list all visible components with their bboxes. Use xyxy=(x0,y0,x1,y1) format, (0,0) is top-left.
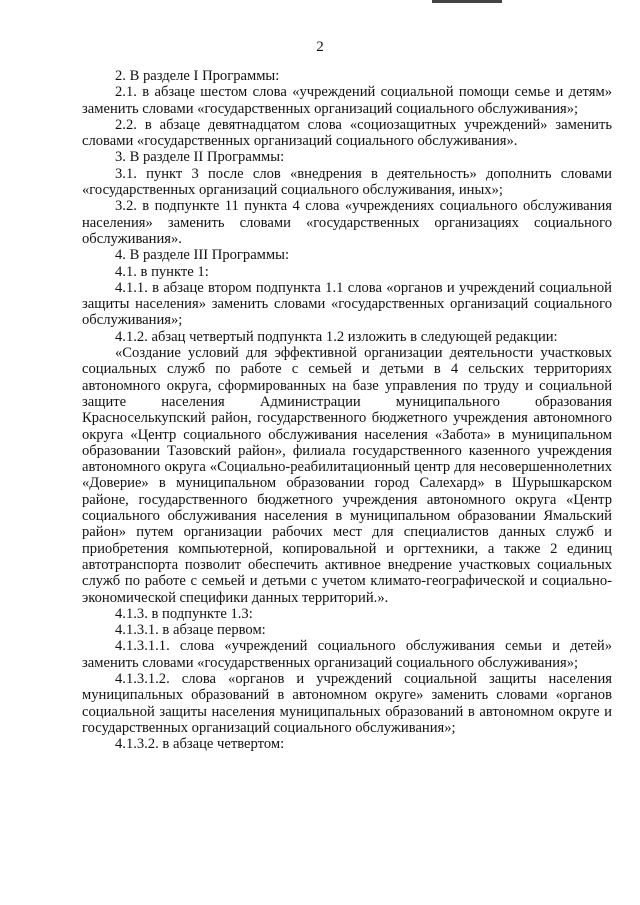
paragraph-quoted-text: «Создание условий для эффективной организации деятельности участковых социальных служб по работе с семьей и детьми в 4 сельских территориях автономного округа, сформированных на базе управления по труду и социальной защите населения Администрации муниципального образования Красноселькупский район, государственного бюджетного учреждения автономного округа «Центр социального обслуживания населения «Забота» в муниципальном образовании Тазовский район», филиала государственного казенного учреждения автономного округа «Социально-реабилитационный центр для несовершеннолетних «Доверие» в муниципальном образовании город Салехард» в Шурышкарском районе, государственного бюджетного учреждения автономного округа «Центр социального обслуживания населения в муниципальном образовании Ямальский район» путем организации рабочих мест для специалистов данных служб и приобретения компьютерной, копировальной и оргтехники, а также 2 единиц автотранспорта позволит обеспечить активное внедрение участковых социальных служб по работе с семьей и детьми с учетом климато-географической и социально-экономической специфики данных территорий.». xyxy=(82,345,612,606)
paragraph-item-4-1-3-1: 4.1.3.1. в абзаце первом: xyxy=(115,622,266,639)
document-body xyxy=(82,68,612,752)
paragraph-item-4-1-3-1-1: 4.1.3.1.1. слова «учреждений социального обслуживания семьи и детей» заменить словами «государственных организаций социального обслуживания»; xyxy=(82,638,612,671)
paragraph-item-4-1-2: 4.1.2. абзац четвертый подпункта 1.2 изложить в следующей редакции: xyxy=(115,328,558,345)
paragraph-item-4-1-1: 4.1.1. в абзаце втором подпункта 1.1 слова «органов и учреждений социальной защиты населения» заменить словами «государственных организаций социального обслуживания»; xyxy=(82,279,612,329)
paragraph-item-4-1-3-2: 4.1.3.2. в абзаце четвертом: xyxy=(115,736,285,753)
paragraph-item-3-2: 3.2. в подпункте 11 пункта 4 слова «учреждениях социального обслуживания населения» заменить словами «государственных организациях социального обслуживания». xyxy=(82,198,612,247)
scan-edge-mark xyxy=(432,0,502,3)
paragraph-item-4-1-3-1-2: 4.1.3.1.2. слова «органов и учреждений социальной защиты населения муниципальных образований в автономном округе» заменить словами «органов социальной защиты населения муниципальных образований в автономном округе и государственных организаций социального обслуживания»; xyxy=(82,670,612,736)
page-number: 2 xyxy=(316,39,324,55)
paragraph-item-2-1: 2.1. в абзаце шестом слова «учреждений социальной помощи семье и детям» заменить словами «государственных организаций социального обслуживания»; xyxy=(82,84,612,117)
paragraph-section-2: 3. В разделе II Программы: xyxy=(115,149,285,166)
paragraph-item-3-1: 3.1. пункт 3 после слов «внедрения в деятельность» дополнить словами «государственных организаций социального обслуживания, иных»; xyxy=(82,165,612,199)
paragraph-section-3: 4. В разделе III Программы: xyxy=(115,247,290,264)
paragraph-item-2-2: 2.2. в абзаце девятнадцатом слова «социозащитных учреждений» заменить словами «государственных организаций социального обслуживания». xyxy=(82,116,612,150)
paragraph-section-1: 2. В разделе I Программы: xyxy=(115,68,280,84)
paragraph-item-4-1: 4.1. в пункте 1: xyxy=(115,263,209,280)
paragraph-item-4-1-3: 4.1.3. в подпункте 1.3: xyxy=(115,605,253,622)
